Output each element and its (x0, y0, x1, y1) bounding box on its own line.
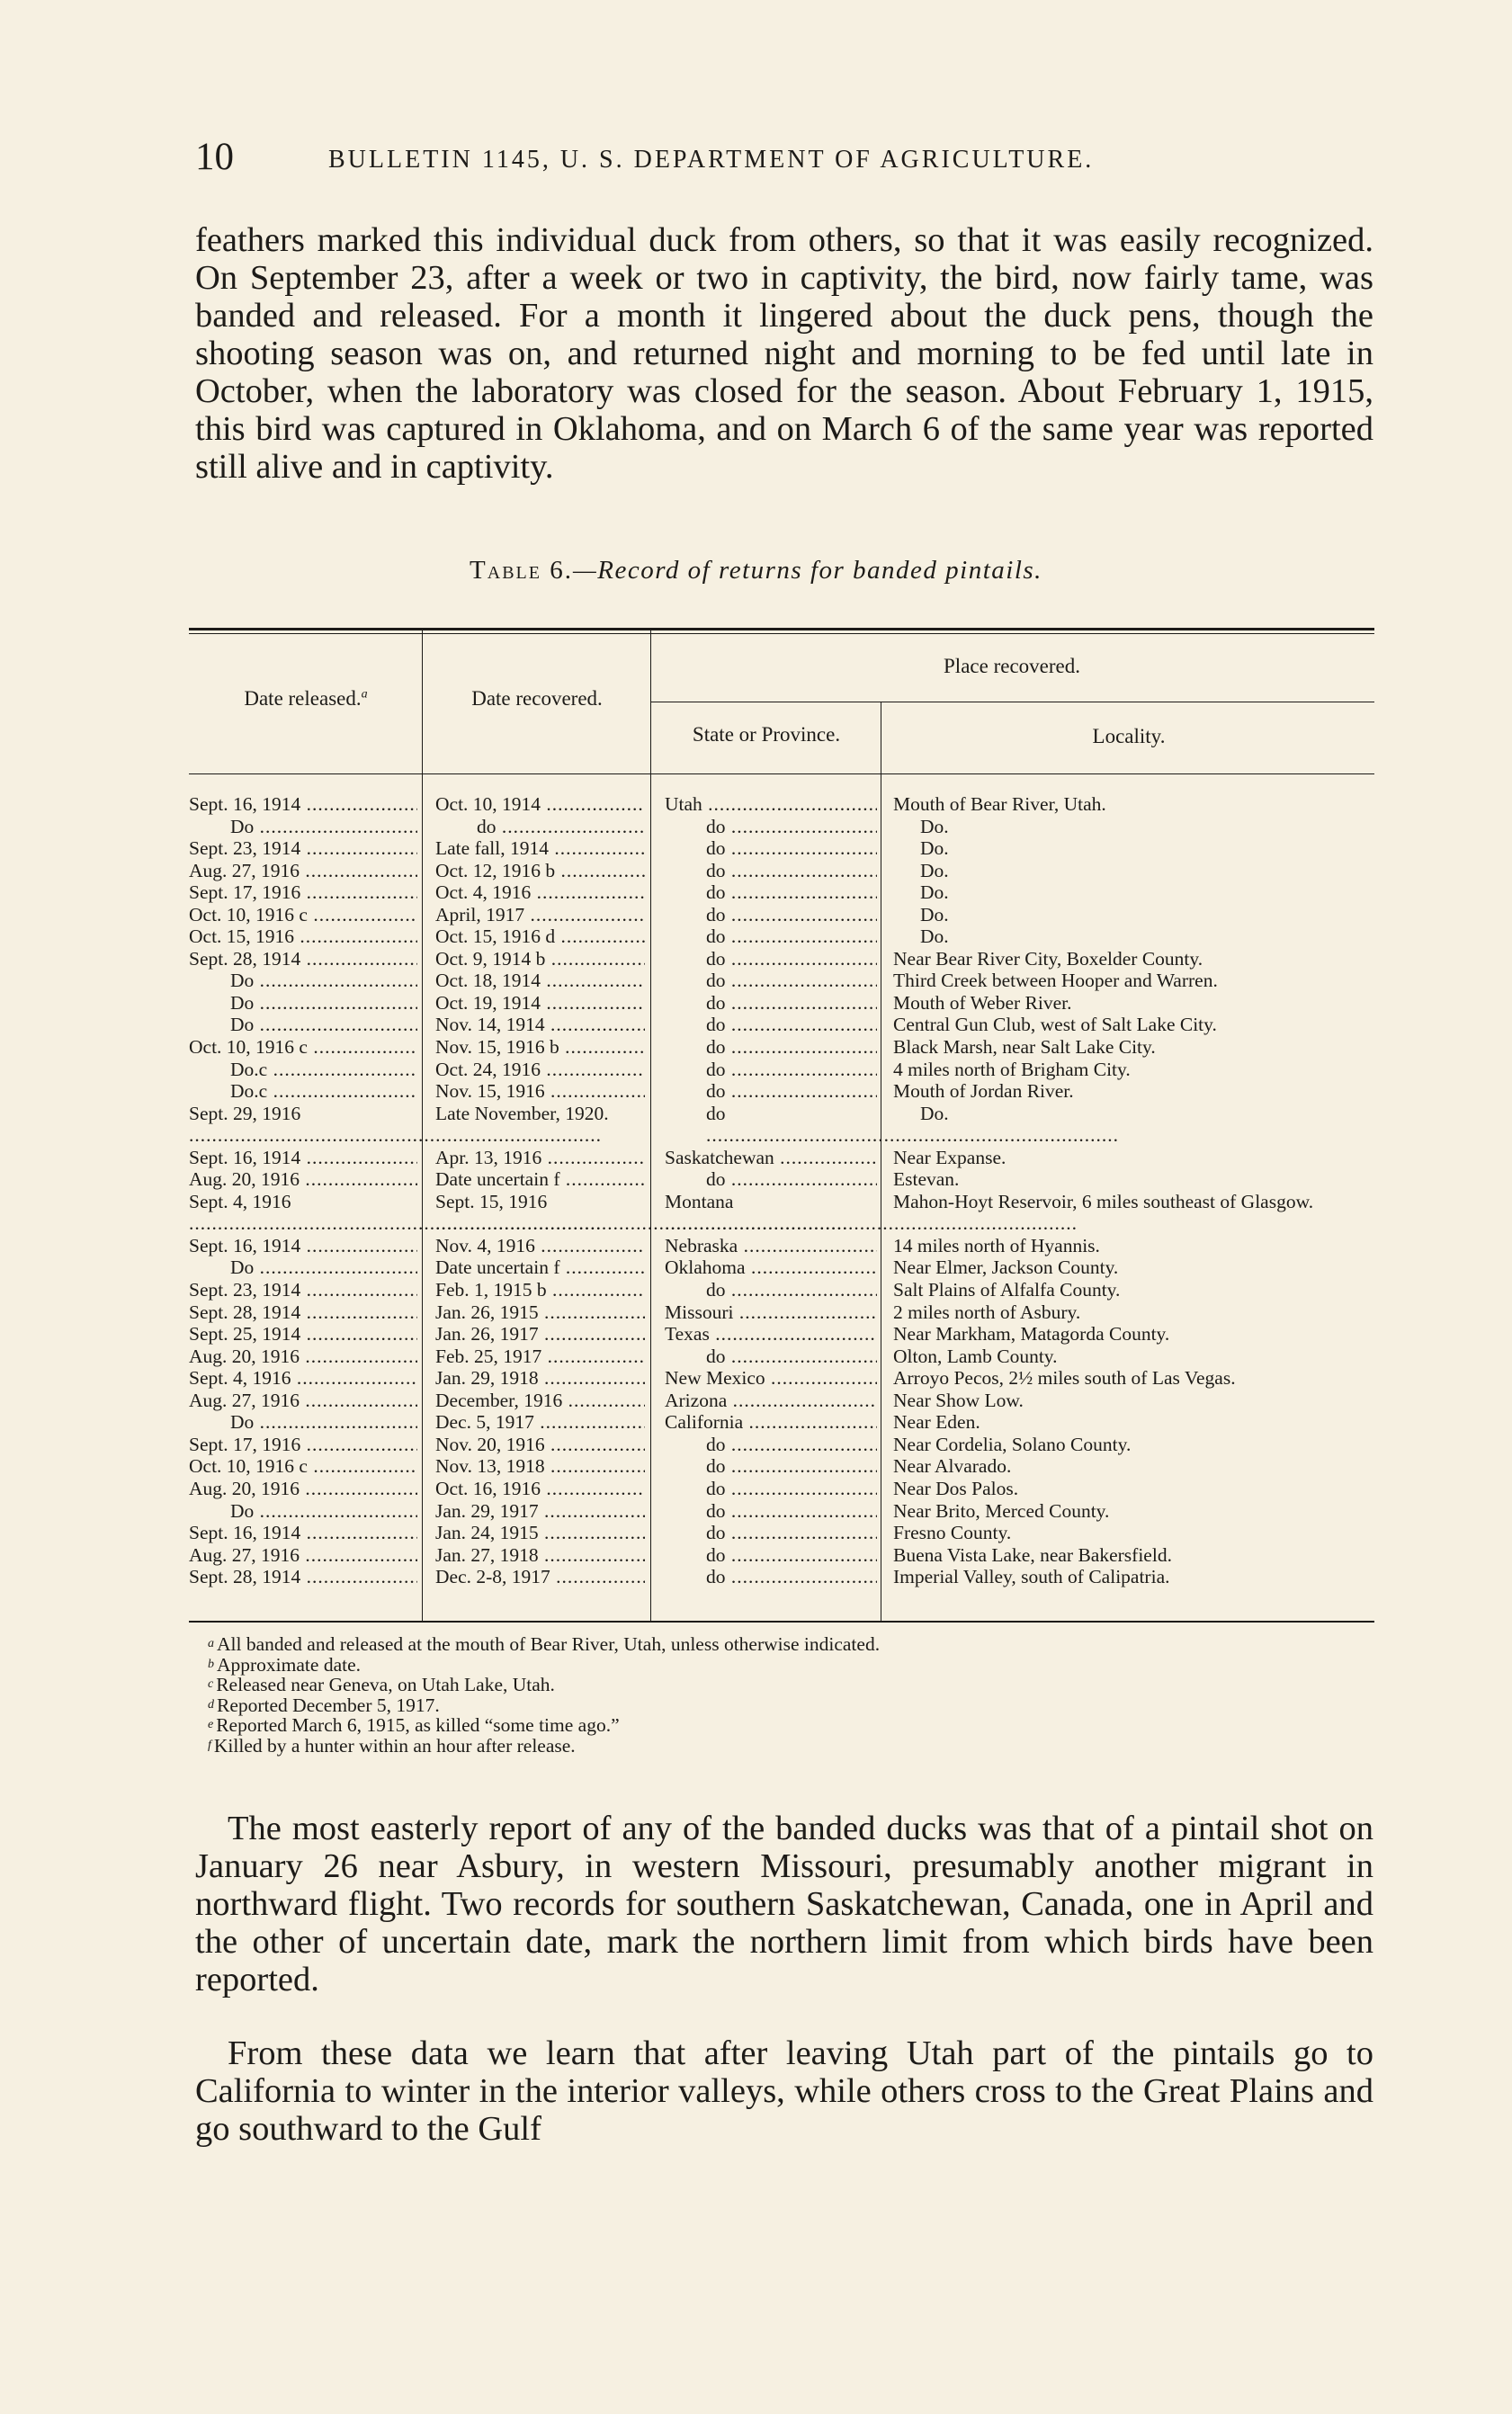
header-state-or-province: State or Province. (692, 723, 841, 746)
footnote (208, 1675, 1377, 1695)
cell-date-recovered: Dec. 2-8, 1917 ..... (435, 1566, 645, 1588)
cell-date-recovered: Date uncertain f ..... (435, 1168, 645, 1191)
intro-paragraph: feathers marked this individual duck from others, so that it was easily recognized. On September 23, after a week or two in captivity, the bird, now fairly tame, was banded and released. For a month it lingered about the duck pens, though the shooting season was on, and returned night and morning to be fed until late in October, when the laboratory was closed for the season. About February 1, 1915, this bird was captured in Oklahoma, and on March 6 of the same year was reported still alive and in captivity. (195, 221, 1373, 486)
cell-state: do ..... (665, 1103, 877, 1147)
footnote (208, 1655, 1377, 1676)
cell-date-released: Oct. 15, 1916 ..... (189, 925, 417, 948)
header-bottom-rule (189, 773, 1374, 774)
cell-state: California ..... (665, 1411, 877, 1434)
cell-date-released: Do ..... (189, 816, 417, 838)
table-bottom-rule (189, 1621, 1374, 1623)
cell-date-recovered: Oct. 9, 1914 b ..... (435, 948, 645, 970)
cell-date-released: Sept. 16, 1914 ..... (189, 1522, 417, 1544)
cell-date-recovered: Oct. 4, 1916 ..... (435, 881, 645, 904)
cell-date-released: Sept. 29, 1916 ..... (189, 1103, 417, 1147)
cell-locality: Mouth of Weber River. (893, 991, 1072, 1014)
cell-state: do ..... (665, 1014, 877, 1036)
cell-locality: Arroyo Pecos, 2½ miles south of Las Vegas. (893, 1367, 1236, 1390)
running-head: BULLETIN 1145, U. S. DEPARTMENT OF AGRICULTURE. (328, 146, 1095, 174)
page-number: 10 (195, 136, 234, 178)
cell-state: Missouri ..... (665, 1301, 877, 1324)
cell-date-released: Sept. 17, 1916 ..... (189, 881, 417, 904)
cell-date-released: Do ..... (189, 1500, 417, 1523)
footnote-mark: e (208, 1718, 214, 1731)
cell-date-released: Sept. 16, 1914 ..... (189, 1147, 417, 1169)
cell-state: do ..... (665, 970, 877, 992)
cell-date-recovered: Nov. 14, 1914 ..... (435, 1014, 645, 1036)
footnote-text: All banded and released at the mouth of Bear River, Utah, unless otherwise indicated. (217, 1633, 881, 1655)
table-number: Table 6. (470, 556, 573, 585)
cell-state: do ..... (665, 992, 877, 1015)
cell-date-recovered: Feb. 1, 1915 b ..... (435, 1279, 645, 1301)
cell-date-released: Sept. 4, 1916 ..... (189, 1191, 417, 1235)
footnote (208, 1695, 1377, 1716)
column-locality (893, 793, 1379, 1588)
cell-date-recovered: December, 1916 ..... (435, 1390, 645, 1412)
cell-date-recovered: do ..... (435, 816, 645, 838)
cell-date-recovered: Oct. 12, 1916 b ..... (435, 860, 645, 882)
cell-locality: Near Dos Palos. (893, 1477, 1019, 1499)
cell-date-released: Oct. 10, 1916 c ..... (189, 1036, 417, 1059)
cell-locality: Near Brito, Merced County. (893, 1499, 1110, 1522)
table-top-rule-inner (189, 633, 1374, 634)
cell-locality: Buena Vista Lake, near Bakersfield. (893, 1543, 1172, 1566)
cell-state: Texas ..... (665, 1323, 877, 1346)
cell-date-recovered: Jan. 26, 1917 ..... (435, 1323, 645, 1346)
cell-date-released: Do ..... (189, 1014, 417, 1036)
cell-date-released: Do ..... (189, 992, 417, 1015)
table-caption: —Record of returns for banded pintails. (572, 556, 1042, 585)
cell-date-released: Sept. 23, 1914 ..... (189, 837, 417, 860)
cell-date-recovered: Oct. 19, 1914 ..... (435, 992, 645, 1015)
cell-locality: Near Eden. (893, 1411, 980, 1434)
cell-state: Montana ..... (665, 1191, 877, 1235)
cell-date-released: Sept. 16, 1914 ..... (189, 1235, 417, 1257)
cell-locality: Fresno County. (893, 1522, 1012, 1544)
col-divider-2 (650, 630, 651, 1621)
cell-state: New Mexico ..... (665, 1367, 877, 1390)
cell-date-released: Sept. 17, 1916 ..... (189, 1434, 417, 1456)
cell-date-released: Oct. 10, 1916 c ..... (189, 1455, 417, 1478)
footnote (208, 1736, 1377, 1757)
cell-date-released: Sept. 28, 1914 ..... (189, 1301, 417, 1324)
header-date-recovered: Date recovered. (471, 687, 603, 710)
cell-date-recovered: Late November, 1920. (435, 1102, 609, 1124)
footnote-text: Reported December 5, 1917. (217, 1694, 440, 1716)
cell-state: do ..... (665, 925, 877, 948)
cell-state: do ..... (665, 1522, 877, 1544)
cell-locality: Estevan. (893, 1168, 960, 1191)
cell-date-recovered: Oct. 18, 1914 ..... (435, 970, 645, 992)
cell-locality: Mouth of Jordan River. (893, 1080, 1074, 1103)
footnote-text: Reported March 6, 1915, as killed “some time ago.” (216, 1714, 620, 1736)
cell-state: do ..... (665, 1168, 877, 1191)
cell-date-released: Aug. 20, 1916 ..... (189, 1478, 417, 1500)
cell-state: do ..... (665, 1544, 877, 1567)
cell-date-released: Aug. 20, 1916 ..... (189, 1168, 417, 1191)
cell-state: do ..... (665, 948, 877, 970)
cell-locality: Do. (920, 903, 949, 925)
cell-date-recovered: April, 1917 ..... (435, 904, 645, 926)
cell-locality: 4 miles north of Brigham City. (893, 1058, 1131, 1080)
cell-locality: Third Creek between Hooper and Warren. (893, 970, 1218, 992)
header-note-mark: a (361, 687, 368, 702)
cell-state: do ..... (665, 860, 877, 882)
cell-date-recovered: Oct. 24, 1916 ..... (435, 1059, 645, 1081)
cell-date-recovered: Date uncertain f ..... (435, 1256, 645, 1279)
footnote-mark: a (208, 1637, 214, 1650)
cell-date-recovered: Sept. 15, 1916 ..... (435, 1191, 645, 1235)
header-locality: Locality. (1092, 725, 1166, 747)
cell-locality: Olton, Lamb County. (893, 1345, 1058, 1367)
cell-locality: Near Expanse. (893, 1146, 1007, 1168)
cell-locality: Near Bear River City, Boxelder County. (893, 947, 1203, 970)
cell-state: Saskatchewan ..... (665, 1147, 877, 1169)
cell-locality: Do. (920, 1102, 949, 1124)
cell-date-recovered: Oct. 15, 1916 d ..... (435, 925, 645, 948)
cell-date-released: Oct. 10, 1916 c ..... (189, 904, 417, 926)
cell-date-released: Sept. 4, 1916 ..... (189, 1367, 417, 1390)
footnote (208, 1715, 1377, 1736)
column-date-recovered (435, 793, 645, 1588)
footnote (208, 1634, 1377, 1655)
cell-locality: Do. (920, 837, 949, 860)
cell-locality: Near Cordelia, Solano County. (893, 1433, 1132, 1455)
footnote-text: Approximate date. (217, 1653, 362, 1676)
header-place-recovered: Place recovered. (944, 655, 1080, 677)
cell-date-recovered: Late fall, 1914 ..... (435, 837, 645, 860)
cell-locality: Salt Plains of Alfalfa County. (893, 1279, 1121, 1301)
body-paragraph-3: From these data we learn that after leaving Utah part of the pintails go to California to winter in the interior valleys, while others cross to the Great Plains and go southward to the Gulf (195, 2034, 1373, 2148)
cell-locality: Black Marsh, near Salt Lake City. (893, 1036, 1156, 1059)
cell-date-recovered: Oct. 16, 1916 ..... (435, 1478, 645, 1500)
cell-date-released: Aug. 20, 1916 ..... (189, 1346, 417, 1368)
cell-date-released: Sept. 16, 1914 ..... (189, 793, 417, 816)
cell-state: Nebraska ..... (665, 1235, 877, 1257)
cell-locality: Near Markham, Matagorda County. (893, 1323, 1170, 1346)
cell-locality: Mouth of Bear River, Utah. (893, 793, 1106, 815)
cell-state: do ..... (665, 1434, 877, 1456)
cell-state: do ..... (665, 1279, 877, 1301)
cell-date-released: Aug. 27, 1916 ..... (189, 860, 417, 882)
cell-state: do ..... (665, 1478, 877, 1500)
cell-date-recovered: Apr. 13, 1916 ..... (435, 1147, 645, 1169)
cell-date-recovered: Jan. 26, 1915 ..... (435, 1301, 645, 1324)
cell-state: Utah ..... (665, 793, 877, 816)
cell-date-released: Sept. 25, 1914 ..... (189, 1323, 417, 1346)
cell-locality: Near Show Low. (893, 1389, 1024, 1411)
column-date-released (189, 793, 417, 1588)
cell-locality: Do. (920, 881, 949, 904)
footnote-mark: f (208, 1738, 211, 1752)
cell-date-released: Do ..... (189, 970, 417, 992)
cell-state: do ..... (665, 1500, 877, 1523)
cell-state: do ..... (665, 1080, 877, 1103)
cell-date-recovered: Jan. 24, 1915 ..... (435, 1522, 645, 1544)
cell-date-released: Sept. 23, 1914 ..... (189, 1279, 417, 1301)
cell-locality: Central Gun Club, west of Salt Lake City. (893, 1014, 1217, 1036)
cell-date-released: Aug. 27, 1916 ..... (189, 1544, 417, 1567)
cell-date-released: Aug. 27, 1916 ..... (189, 1390, 417, 1412)
footnote-mark: d (208, 1697, 214, 1712)
cell-state: Oklahoma ..... (665, 1256, 877, 1279)
cell-state: do ..... (665, 904, 877, 926)
cell-date-recovered: Nov. 20, 1916 ..... (435, 1434, 645, 1456)
footnote-mark: b (208, 1657, 214, 1671)
cell-state: do ..... (665, 1455, 877, 1478)
cell-locality: Do. (920, 815, 949, 837)
cell-locality: Do. (920, 859, 949, 881)
footnote-mark: c (208, 1677, 214, 1691)
cell-locality: 2 miles north of Asbury. (893, 1301, 1081, 1323)
cell-date-released: Do ..... (189, 1256, 417, 1279)
cell-date-recovered: Jan. 29, 1918 ..... (435, 1367, 645, 1390)
header-date-released-label: Date released. (244, 687, 362, 710)
page-header (195, 135, 1373, 189)
footnote-text: Killed by a hunter within an hour after release. (213, 1734, 576, 1757)
cell-date-released: Do ..... (189, 1411, 417, 1434)
footnote-text: Released near Geneva, on Utah Lake, Utah. (216, 1674, 555, 1695)
cell-date-recovered: Jan. 27, 1918 ..... (435, 1544, 645, 1567)
cell-locality: Near Alvarado. (893, 1455, 1012, 1478)
cell-date-recovered: Oct. 10, 1914 ..... (435, 793, 645, 816)
cell-date-recovered: Feb. 25, 1917 ..... (435, 1346, 645, 1368)
cell-locality: Mahon-Hoyt Reservoir, 6 miles southeast of Glasgow. (893, 1190, 1314, 1212)
cell-state: do ..... (665, 837, 877, 860)
table-title (0, 556, 1512, 586)
cell-date-released: Sept. 28, 1914 ..... (189, 948, 417, 970)
cell-locality: Imperial Valley, south of Calipatria. (893, 1566, 1170, 1588)
table-top-rule (189, 628, 1374, 630)
cell-locality: Do. (920, 925, 949, 948)
table-footnotes (208, 1634, 1377, 1756)
cell-state: do ..... (665, 1346, 877, 1368)
cell-date-recovered: Nov. 4, 1916 ..... (435, 1235, 645, 1257)
cell-date-released: Sept. 28, 1914 ..... (189, 1566, 417, 1588)
cell-date-recovered: Nov. 15, 1916 ..... (435, 1080, 645, 1103)
body-paragraph-2: The most easterly report of any of the banded ducks was that of a pintail shot on January 26 near Asbury, in western Missouri, presumably another migrant in northward flight. Two records for southern Saskatchewan, Canada, one in April and the other of uncertain date, mark the northern limit from which birds have been reported. (195, 1810, 1373, 1998)
header-date-released (193, 687, 418, 711)
cell-state: do ..... (665, 881, 877, 904)
cell-date-recovered: Nov. 13, 1918 ..... (435, 1455, 645, 1478)
cell-state: do ..... (665, 1036, 877, 1059)
cell-state: do ..... (665, 1059, 877, 1081)
cell-state: do ..... (665, 816, 877, 838)
cell-date-released: Do.c ..... (189, 1080, 417, 1103)
cell-date-recovered: Dec. 5, 1917 ..... (435, 1411, 645, 1434)
cell-date-recovered: Jan. 29, 1917 ..... (435, 1500, 645, 1523)
cell-state: do ..... (665, 1566, 877, 1588)
cell-state: Arizona ..... (665, 1390, 877, 1412)
cell-locality: 14 miles north of Hyannis. (893, 1234, 1100, 1256)
cell-locality: Near Elmer, Jackson County. (893, 1256, 1119, 1279)
cell-date-released: Do.c ..... (189, 1059, 417, 1081)
cell-date-recovered: Nov. 15, 1916 b ..... (435, 1036, 645, 1059)
column-state-or-province (665, 793, 877, 1588)
